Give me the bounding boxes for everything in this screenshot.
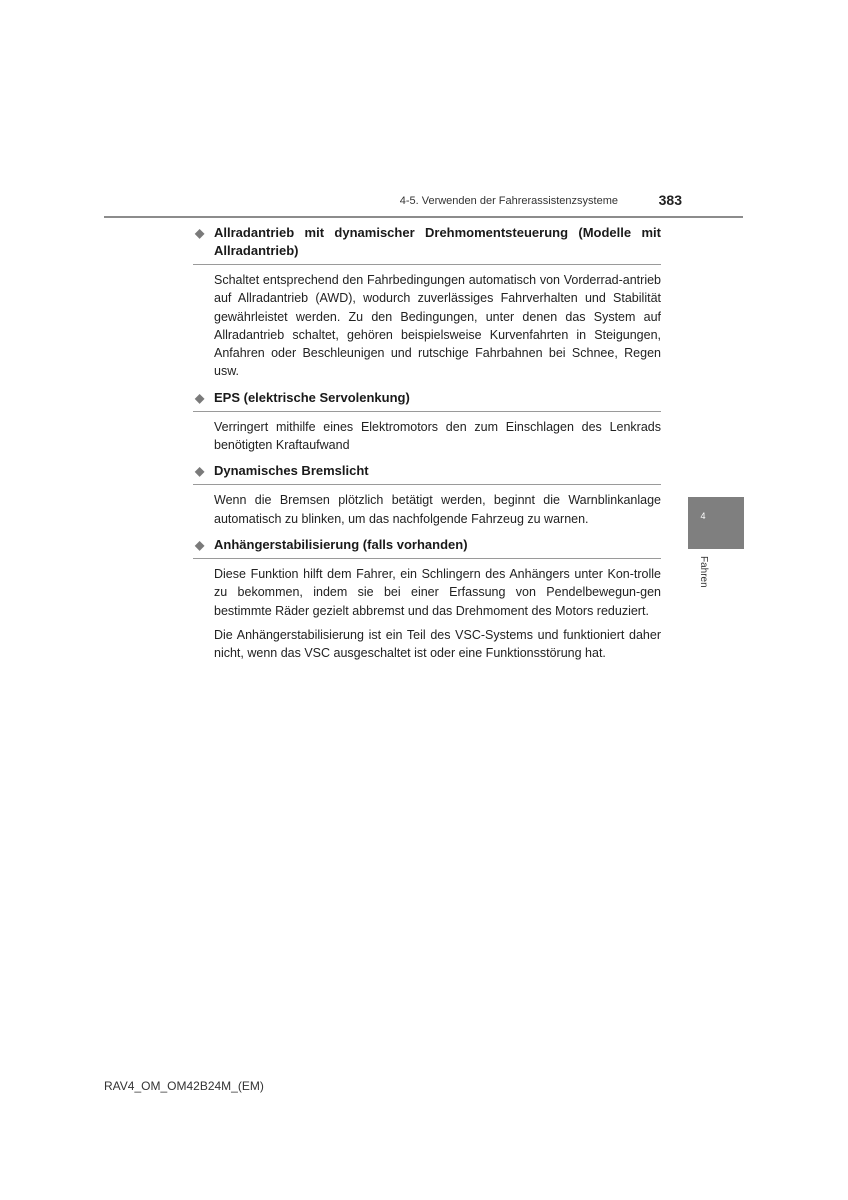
paragraph: Verringert mithilfe eines Elektromotors den zum Einschlagen des Lenkrads benötigten Kraftaufwand	[214, 419, 661, 453]
section-title	[193, 536, 661, 559]
section-title	[193, 389, 661, 412]
paragraph: Die Anhängerstabilisierung ist ein Teil des VSC-Systems und funktioniert daher nicht, wenn das VSC ausgeschaltet ist oder eine Funktionsstörung hat.	[214, 627, 661, 661]
section-body	[193, 265, 661, 381]
page-number: 383	[658, 192, 682, 208]
diamond-icon: ◆	[195, 226, 205, 240]
page-header	[104, 190, 743, 218]
section-title-text: EPS (elektrische Servolenkung)	[214, 389, 410, 405]
chapter-label: Fahren	[698, 556, 709, 588]
section-allradantrieb	[193, 224, 661, 381]
section-heading: 4-5. Verwenden der Fahrerassistenzsysteme	[399, 195, 618, 207]
paragraph: Diese Funktion hilft dem Fahrer, ein Schlingern des Anhängers unter Kon-trolle zu bekommen, indem sie bei einer Erfassung von Pendelbewegun-gen bestimmte Räder gezielt abbremst und das Drehmoment des Motors reduziert.	[214, 566, 661, 618]
section-body	[193, 559, 661, 662]
section-bremslicht	[193, 462, 661, 528]
document-code: RAV4_OM_OM42B24M_(EM)	[104, 1079, 264, 1093]
section-title-text: Dynamisches Bremslicht	[214, 463, 369, 479]
section-title	[193, 462, 661, 485]
chapter-number: 4	[700, 511, 706, 521]
main-content	[193, 224, 661, 670]
paragraph: Wenn die Bremsen plötzlich betätigt werden, beginnt die Warnblinkanlage automatisch zu blinken, um das nachfolgende Fahrzeug zu warnen.	[214, 493, 661, 526]
section-title-text: Anhängerstabilisierung (falls vorhanden)	[214, 536, 468, 552]
diamond-icon: ◆	[195, 464, 205, 479]
chapter-tab	[688, 497, 744, 549]
diamond-icon: ◆	[195, 537, 205, 552]
section-title-text: Allradantrieb mit dynamischer Drehmomentsteuerung (Modelle mit Allradantrieb)	[214, 225, 661, 258]
paragraph: Schaltet entsprechend den Fahrbedingungen automatisch von Vorderrad-antrieb auf Allradantrieb (AWD), wodurch zuverlässiges Fahrverhalten und Stabilität gewährleistet werden. Zu den Bedingungen, unter denen das System auf Allradantrieb schaltet, gehören beispielsweise Kurvenfahrten in Steigungen, Anfahren oder Beschleunigen und rutschige Fahrbahnen bei Schnee, Regen usw.	[214, 273, 661, 379]
section-anhaengerstabilisierung	[193, 536, 661, 662]
section-body	[193, 412, 661, 455]
section-title	[193, 224, 661, 265]
diamond-icon: ◆	[195, 390, 205, 405]
section-eps	[193, 389, 661, 455]
section-body	[193, 485, 661, 528]
